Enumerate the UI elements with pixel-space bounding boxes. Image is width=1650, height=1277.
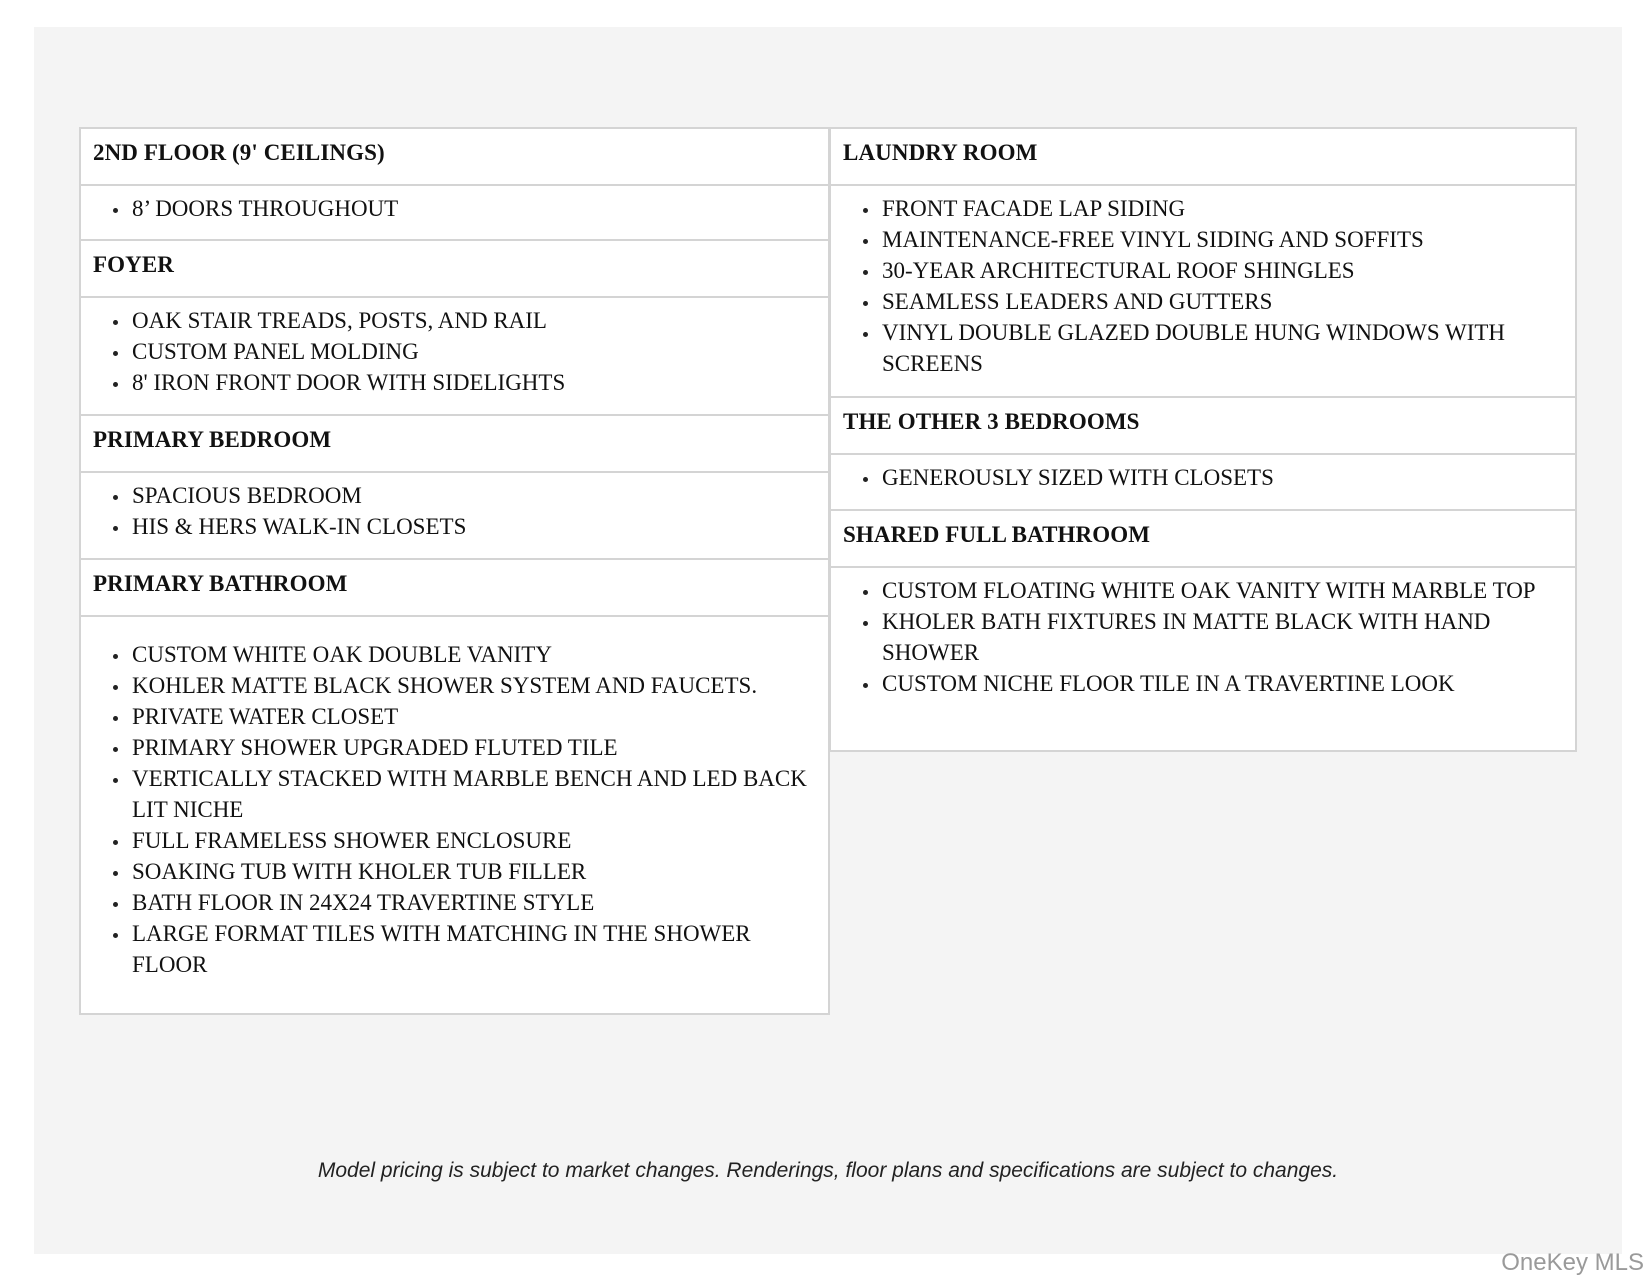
list-item: VINYL DOUBLE GLAZED DOUBLE HUNG WINDOWS WITH SCREENS: [882, 317, 1565, 379]
onekey-mls-watermark: OneKey MLS: [1501, 1249, 1644, 1276]
spec-table-left: [79, 127, 830, 1015]
list-item: CUSTOM NICHE FLOOR TILE IN A TRAVERTINE LOOK: [882, 668, 1565, 699]
list-item: SEAMLESS LEADERS AND GUTTERS: [882, 286, 1565, 317]
list-item: VERTICALLY STACKED WITH MARBLE BENCH AND LED BACK LIT NICHE: [132, 763, 818, 825]
section-header-laundry-room: LAUNDRY ROOM: [831, 129, 1575, 186]
section-header-primary-bedroom: PRIMARY BEDROOM: [81, 416, 828, 473]
feature-list: [81, 639, 828, 980]
list-item: OAK STAIR TREADS, POSTS, AND RAIL: [132, 305, 818, 336]
list-item: HIS & HERS WALK-IN CLOSETS: [132, 511, 818, 542]
list-item: 8’ DOORS THROUGHOUT: [132, 193, 818, 224]
list-item: KOHLER MATTE BLACK SHOWER SYSTEM AND FAUCETS.: [132, 670, 818, 701]
list-item: 30-YEAR ARCHITECTURAL ROOF SHINGLES: [882, 255, 1565, 286]
section-body-other-bedrooms: [831, 455, 1575, 511]
feature-list: [831, 575, 1575, 699]
list-item: GENEROUSLY SIZED WITH CLOSETS: [882, 462, 1565, 493]
section-body-foyer: [81, 298, 828, 416]
feature-list: [81, 305, 828, 398]
section-body-primary-bathroom: [81, 617, 828, 1013]
list-item: FULL FRAMELESS SHOWER ENCLOSURE: [132, 825, 818, 856]
list-item: FRONT FACADE LAP SIDING: [882, 193, 1565, 224]
section-body-primary-bedroom: [81, 473, 828, 560]
section-header-foyer: FOYER: [81, 241, 828, 298]
section-header-primary-bathroom: PRIMARY BATHROOM: [81, 560, 828, 617]
section-body-laundry-room: [831, 186, 1575, 398]
section-body-shared-bathroom: [831, 568, 1575, 750]
list-item: LARGE FORMAT TILES WITH MATCHING IN THE SHOWER FLOOR: [132, 918, 818, 980]
list-item: CUSTOM PANEL MOLDING: [132, 336, 818, 367]
list-item: MAINTENANCE-FREE VINYL SIDING AND SOFFITS: [882, 224, 1565, 255]
section-body-2nd-floor: [81, 186, 828, 241]
list-item: PRIVATE WATER CLOSET: [132, 701, 818, 732]
list-item: SPACIOUS BEDROOM: [132, 480, 818, 511]
list-item: BATH FLOOR IN 24X24 TRAVERTINE STYLE: [132, 887, 818, 918]
spec-table-right: [829, 127, 1577, 752]
list-item: CUSTOM FLOATING WHITE OAK VANITY WITH MARBLE TOP: [882, 575, 1565, 606]
feature-list: [81, 480, 828, 542]
footer-disclaimer: Model pricing is subject to market changes. Renderings, floor plans and specifications are subject to changes.: [317, 1159, 1339, 1182]
list-item: PRIMARY SHOWER UPGRADED FLUTED TILE: [132, 732, 818, 763]
feature-list: [831, 193, 1575, 379]
list-item: CUSTOM WHITE OAK DOUBLE VANITY: [132, 639, 818, 670]
list-item: 8' IRON FRONT DOOR WITH SIDELIGHTS: [132, 367, 818, 398]
section-header-shared-bathroom: SHARED FULL BATHROOM: [831, 511, 1575, 568]
feature-list: [81, 193, 828, 224]
section-header-2nd-floor: 2ND FLOOR (9' CEILINGS): [81, 129, 828, 186]
feature-list: [831, 462, 1575, 493]
section-header-other-bedrooms: THE OTHER 3 BEDROOMS: [831, 398, 1575, 455]
list-item: KHOLER BATH FIXTURES IN MATTE BLACK WITH HAND SHOWER: [882, 606, 1565, 668]
list-item: SOAKING TUB WITH KHOLER TUB FILLER: [132, 856, 818, 887]
